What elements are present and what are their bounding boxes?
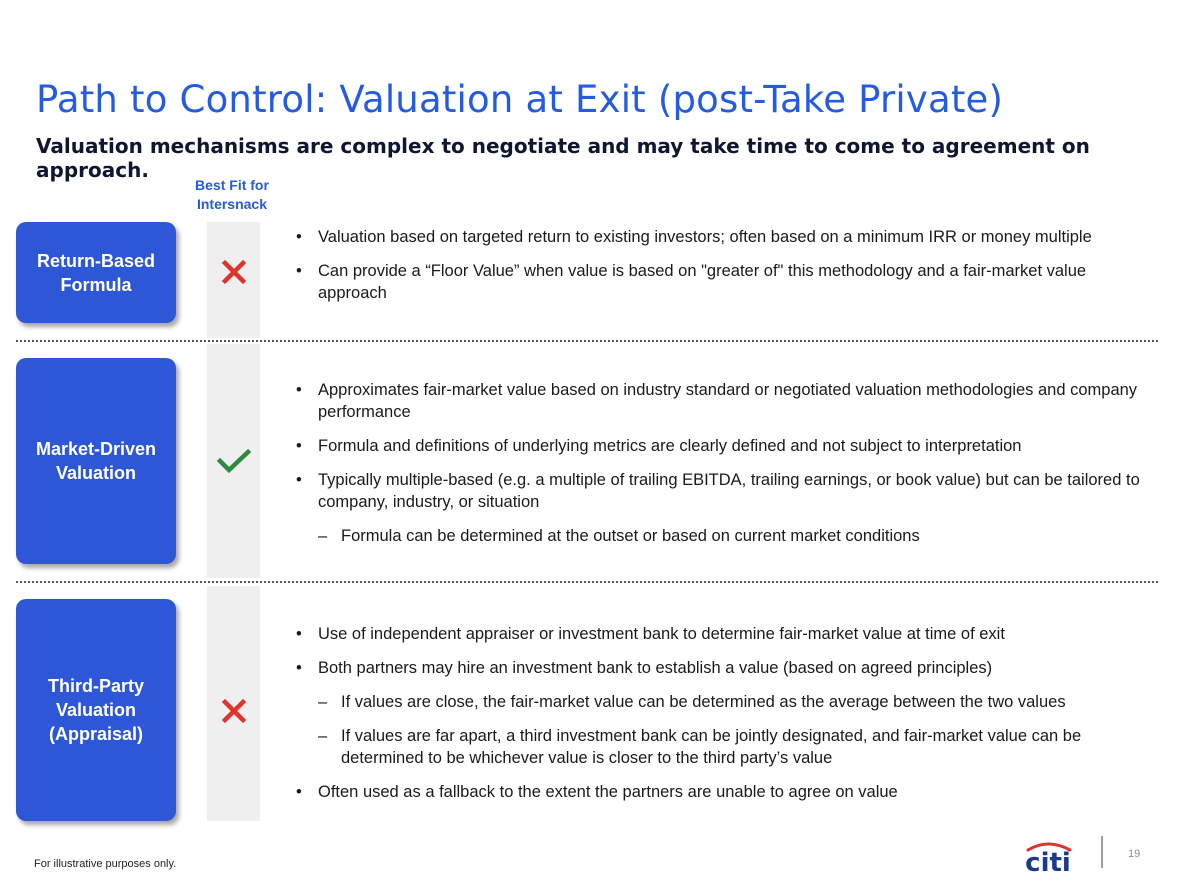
svg-text:citi: citi bbox=[1025, 848, 1071, 874]
fit-cell bbox=[207, 344, 260, 578]
row-label-third-party-valuation bbox=[16, 599, 176, 821]
row-label-line: Formula bbox=[60, 274, 132, 295]
check-icon bbox=[216, 447, 252, 475]
bullet-item: • Valuation based on targeted return to existing investors; often based on a minimum IRR or money multiple bbox=[292, 226, 1152, 248]
row-label-market-driven-valuation bbox=[16, 358, 176, 564]
bullet-item: • Use of independent appraiser or investment bank to determine fair-market value at time of exit bbox=[292, 623, 1152, 645]
row-bullets bbox=[292, 226, 1152, 316]
footnote: For illustrative purposes only. bbox=[34, 858, 177, 870]
fit-cell bbox=[207, 222, 260, 338]
bullet-item: • Approximates fair-market value based on industry standard or negotiated valuation methodologies and company performance bbox=[292, 379, 1152, 423]
row-bullets bbox=[292, 623, 1152, 815]
row-label-return-based-formula bbox=[16, 222, 176, 323]
sub-bullet-item: – If values are far apart, a third investment bank can be jointly designated, and fair-market value can be determined to be whichever value is closer to the third party’s value bbox=[292, 725, 1152, 769]
cross-icon bbox=[220, 258, 248, 286]
row-label-line: Third-Party bbox=[47, 676, 144, 696]
sub-bullet-item: – If values are close, the fair-market value can be determined as the average between the two values bbox=[292, 691, 1152, 713]
best-fit-header-line: Intersnack bbox=[196, 196, 268, 212]
bullet-item: • Often used as a fallback to the extent the partners are unable to agree on value bbox=[292, 781, 1152, 803]
row-bullets bbox=[292, 379, 1152, 559]
sub-bullet-item: – Formula can be determined at the outset or based on current market conditions bbox=[292, 525, 1152, 547]
citi-logo bbox=[1018, 838, 1078, 874]
page-number: 19 bbox=[1128, 848, 1141, 860]
bullet-item: • Can provide a “Floor Value” when value is based on "greater of" this methodology and a fair-market value approach bbox=[292, 260, 1152, 304]
row-label-line: Return-Based bbox=[36, 250, 156, 271]
row-label-line: Valuation bbox=[55, 700, 136, 720]
best-fit-header-line: Best Fit for bbox=[195, 177, 269, 193]
best-fit-header bbox=[184, 176, 280, 214]
row-divider bbox=[16, 340, 1158, 342]
row-label-line: Valuation bbox=[55, 463, 136, 483]
row-label-line: Market-Driven bbox=[35, 439, 157, 459]
fit-cell bbox=[207, 586, 260, 821]
bullet-item: • Typically multiple-based (e.g. a multiple of trailing EBITDA, trailing earnings, or book value) but can be tailored to company, industry, or situation bbox=[292, 469, 1152, 513]
cross-icon bbox=[220, 697, 248, 725]
footer-separator bbox=[1101, 836, 1103, 868]
bullet-item: • Both partners may hire an investment bank to establish a value (based on agreed principles) bbox=[292, 657, 1152, 679]
page-title: Path to Control: Valuation at Exit (post-Take Private) bbox=[36, 78, 1004, 121]
row-label-line: (Appraisal) bbox=[48, 724, 143, 744]
page-subtitle: Valuation mechanisms are complex to negotiate and may take time to come to agreement on approach. bbox=[36, 134, 1090, 182]
bullet-item: • Formula and definitions of underlying metrics are clearly defined and not subject to interpretation bbox=[292, 435, 1152, 457]
row-divider bbox=[16, 581, 1158, 583]
